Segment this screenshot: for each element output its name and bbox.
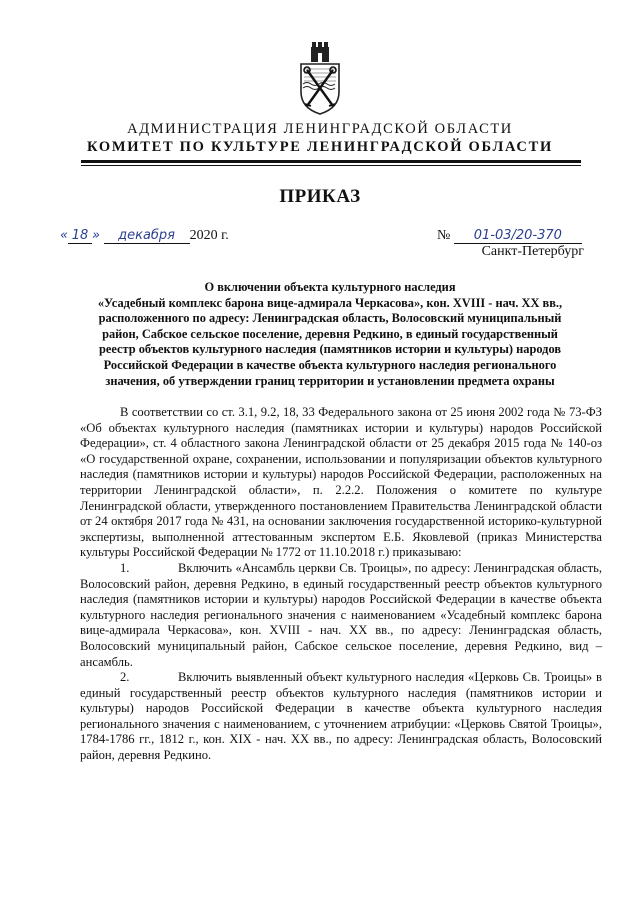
item-text: Включить выявленный объект культурного наследия «Церковь Св. Троицы» в единый государственный реестр объектов культурного наследия (памятников истории и культуры) народов Российской Федерации в качестве объекта культурного наследия регионального значения с наименованием, с уточнением атрибуции: «Церковь Святой Троицы», 1784-1786 гг., 1812 г., кон. XIX - нач. XX вв., по адресу: Ленинградская область, Волосовский район, деревня Редкино. (80, 670, 602, 763)
date-year: 2020 г. (189, 228, 229, 243)
document-type: ПРИКАЗ (279, 186, 361, 207)
title-line: расположенного по адресу: Ленинградская область, Волосовский муниципальный (98, 311, 562, 326)
date-day: 18 (68, 228, 92, 244)
header-divider-thick (81, 160, 581, 163)
date-month: декабря (104, 228, 190, 244)
order-item-2 (80, 670, 602, 764)
date-close-quote: » (92, 228, 101, 243)
header-divider-thin (81, 165, 581, 166)
order-item-1 (80, 561, 602, 670)
document-date (60, 228, 229, 244)
coat-of-arms-icon (298, 40, 342, 116)
item-number: 1. (120, 560, 130, 575)
organization-name: АДМИНИСТРАЦИЯ ЛЕНИНГРАДСКОЙ ОБЛАСТИ (127, 121, 513, 137)
title-line: О включении объекта культурного наследия (204, 280, 456, 294)
order-title (40, 280, 620, 389)
document-number (437, 228, 582, 244)
title-line: значения, об утверждении границ территории и установлении предмета охраны (105, 373, 555, 388)
title-line: «Усадебный комплекс барона вице-адмирала Черкасова», кон. XVIII - нач. XX вв., (97, 295, 563, 310)
number-value: 01-03/20-370 (454, 228, 582, 244)
order-body (80, 405, 602, 764)
date-open-quote: « (60, 228, 69, 243)
item-number: 2. (120, 670, 130, 685)
title-line: реестр объектов культурного наследия (памятников истории и культуры) народов (98, 342, 562, 357)
number-sign: № (437, 228, 451, 243)
item-text: Включить «Ансамбль церкви Св. Троицы», по адресу: Ленинградская область, Волосовский район, деревня Редкино, в единый государственный реестр объектов культурного наследия (памятников истории и культуры) народов Российской Федерации в качестве объекта культурного наследия регионального значения с наименованием «Усадебный комплекс барона вице-адмирала Черкасова», кон. XVIII - нач. XX вв., по адресу: Ленинградская область, Волосовский муниципальный район, Сабское сельское поселение, деревня Редкино, вид – ансамбль. (80, 560, 602, 669)
place-of-issue: Санкт-Петербург (481, 244, 584, 259)
intro-paragraph: В соответствии со ст. 3.1, 9.2, 18, 33 Федерального закона от 25 июня 2002 года № 73-ФЗ «Об объектах культурного наследия (памятниках истории и культуры) народов Российской Федерации», ст. 4 областного закона Ленинградской области от 25 декабря 2015 года № 140-оз «О государственной охране, сохранении, использовании и популяризации объектов культурного наследия (памятников истории и культуры) народов Российской Федерации, расположенных на территории Ленинградской области», п. 2.2.2. Положения о комитете по культуре Ленинградской области, утвержденного постановлением Правительства Ленинградской области от 24 октября 2017 года № 431, на основании заключения государственной историко-культурной экспертизы, выполненной аттестованным экспертом Е.Б. Яковлевой (приказ Министерства культуры Российской Федерации № 1772 от 11.10.2018 г.) приказываю: (80, 405, 602, 560)
title-line: Российской Федерации в качестве объекта культурного наследия регионального (103, 357, 557, 372)
title-line: район, Сабское сельское поселение, деревня Редкино, в единый государственный (102, 326, 558, 341)
committee-name: КОМИТЕТ ПО КУЛЬТУРЕ ЛЕНИНГРАДСКОЙ ОБЛАСТИ (87, 139, 553, 155)
